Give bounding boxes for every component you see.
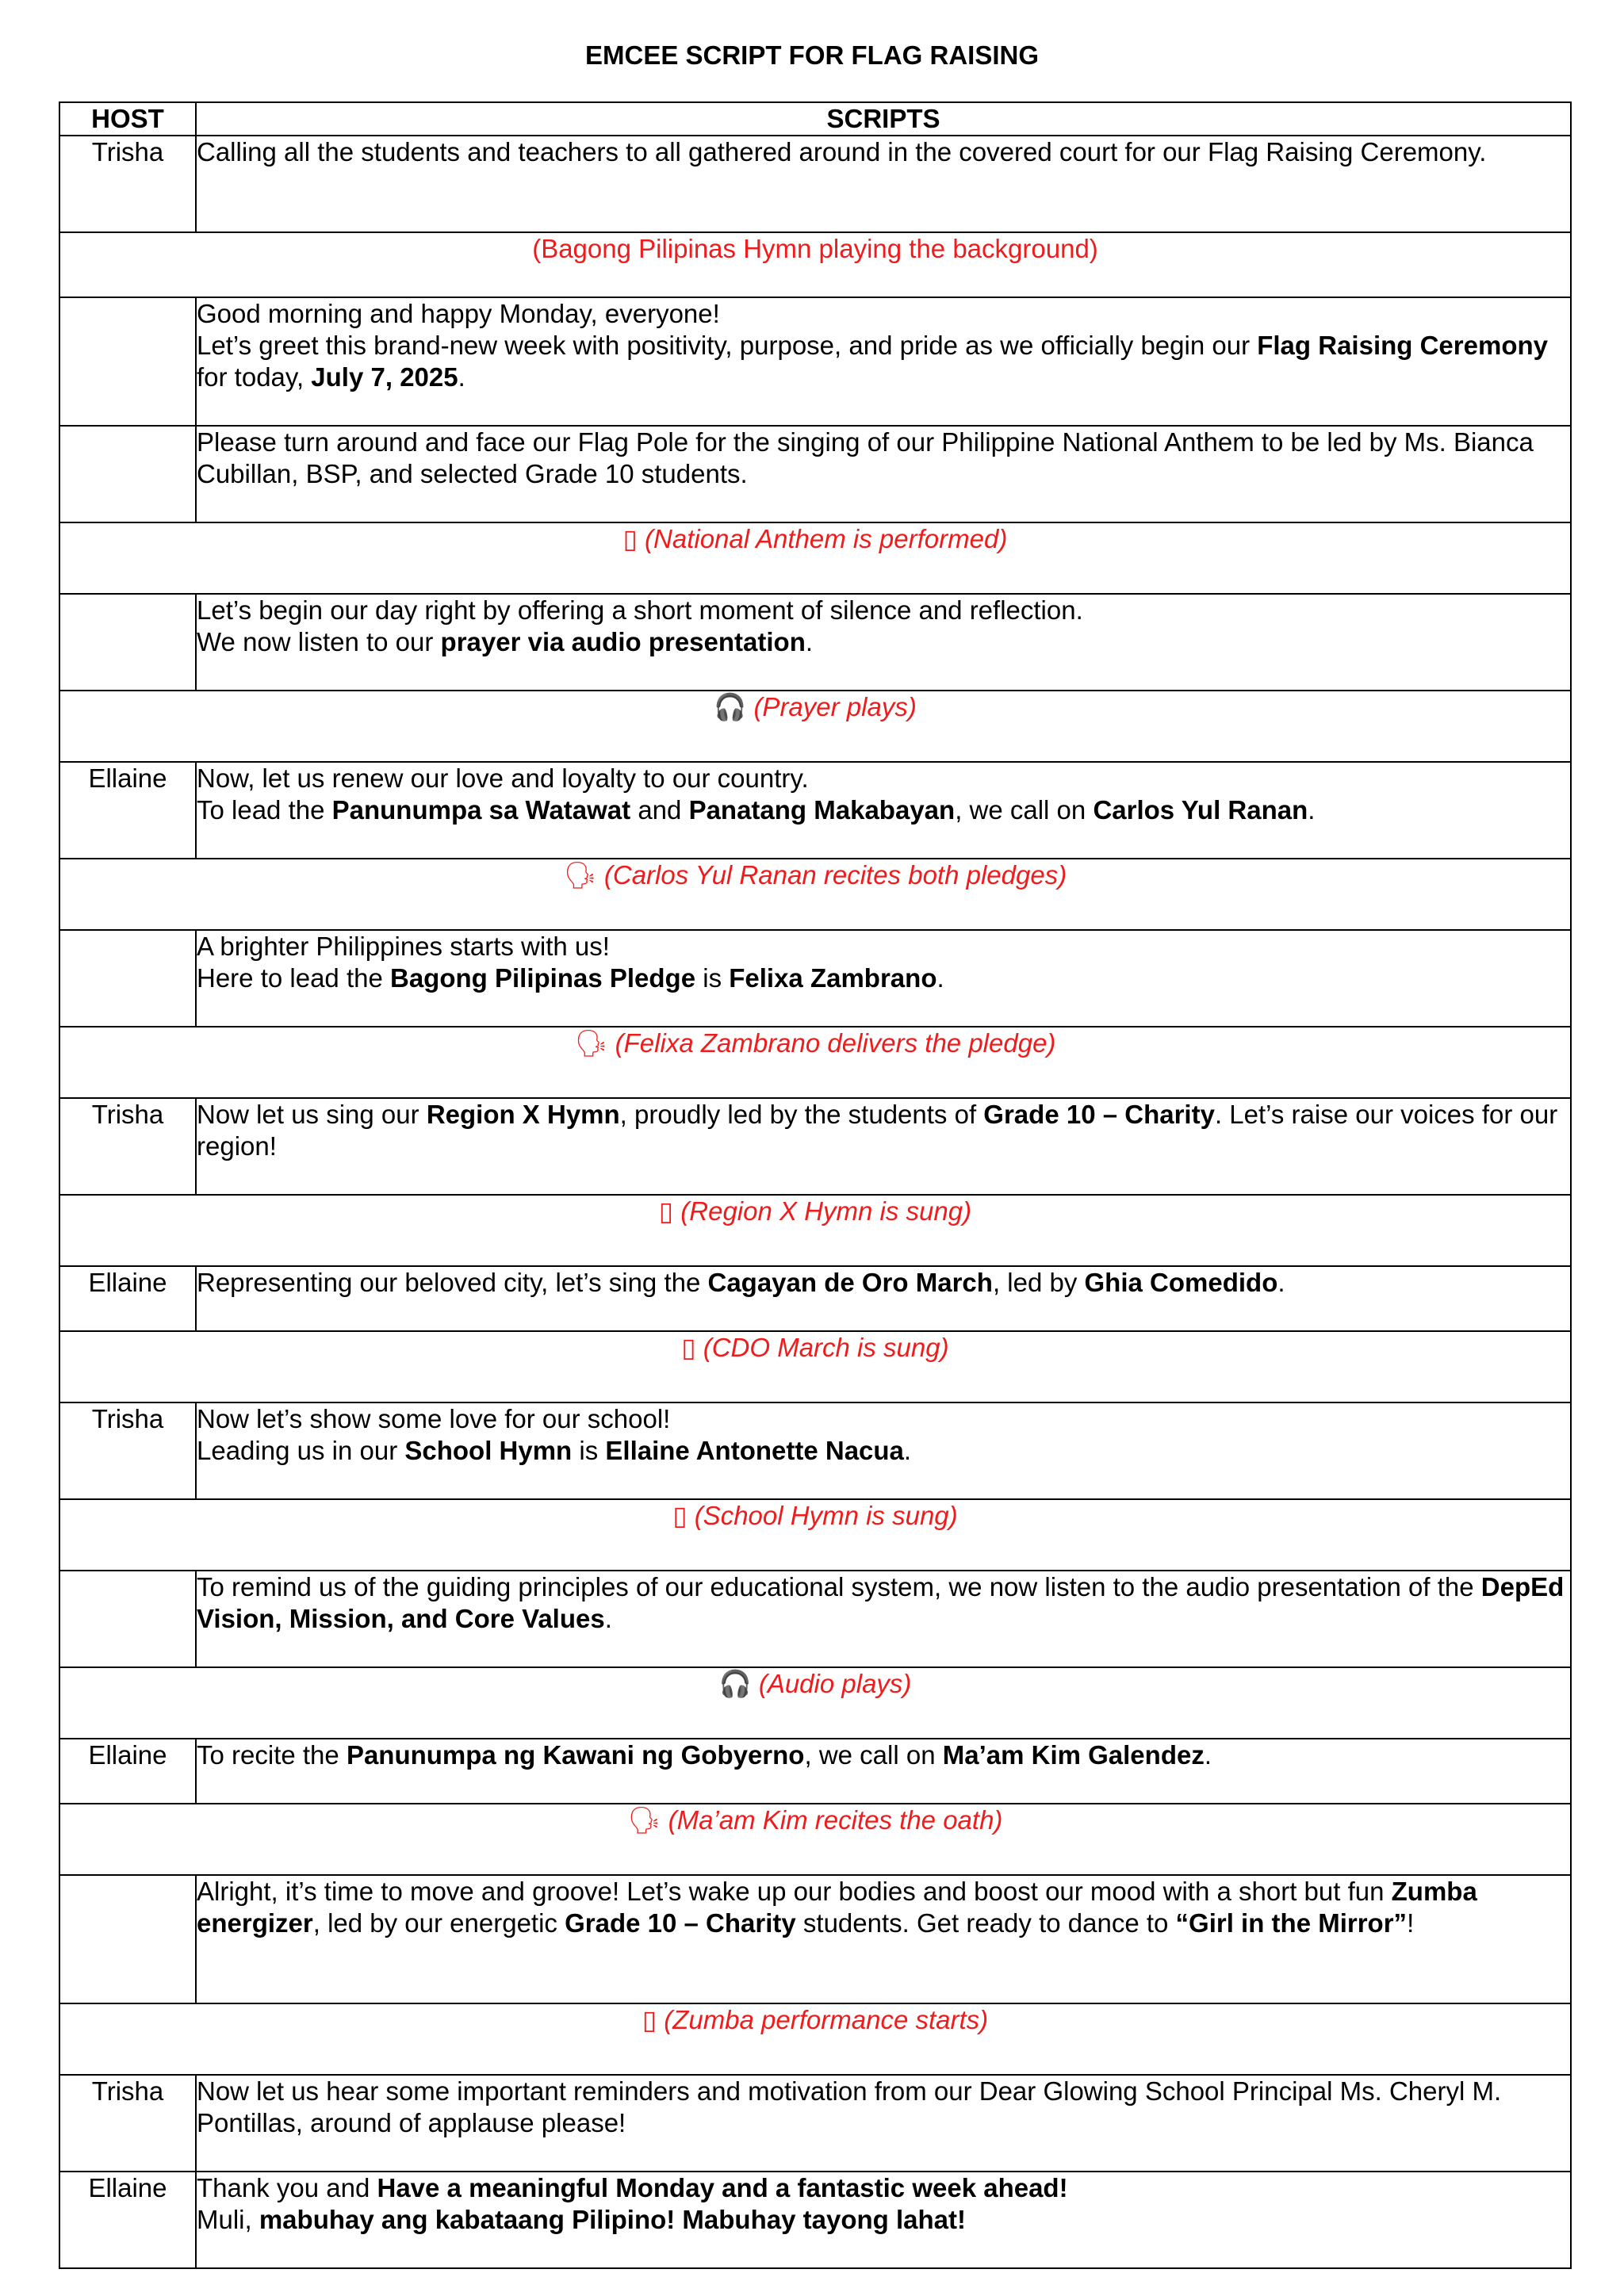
text-segment: , we call on bbox=[955, 795, 1094, 825]
headphones-icon: 🎧 bbox=[714, 692, 747, 721]
text-segment: , we call on bbox=[804, 1740, 943, 1770]
cue-cell bbox=[59, 2003, 1571, 2075]
host-column-header: HOST bbox=[59, 102, 196, 136]
bold-segment: Felixa Zambrano bbox=[729, 963, 937, 993]
text-segment: Now, let us renew our love and loyalty to our country. bbox=[197, 763, 809, 793]
host-name: Ellaine bbox=[59, 1266, 196, 1331]
host-name: Trisha bbox=[59, 136, 196, 232]
cue-row bbox=[59, 522, 1571, 594]
speaking-head-icon: 🗣 bbox=[563, 860, 597, 890]
script-text bbox=[196, 2172, 1571, 2268]
host-name bbox=[59, 1875, 196, 2003]
text-segment: ! bbox=[1407, 1908, 1415, 1938]
missing-glyph-icon: ▯ bbox=[681, 1333, 696, 1362]
text-segment: We now listen to our bbox=[197, 627, 441, 656]
cue-text: (Bagong Pilipinas Hymn playing the background) bbox=[532, 234, 1098, 263]
bold-segment: Zumba energizer bbox=[197, 1877, 1477, 1938]
cue-row bbox=[59, 1667, 1571, 1739]
host-name: Ellaine bbox=[59, 2172, 196, 2268]
cue-row bbox=[59, 1804, 1571, 1875]
cue-text: (National Anthem is performed) bbox=[645, 524, 1008, 553]
host-name bbox=[59, 930, 196, 1027]
host-name bbox=[59, 1571, 196, 1667]
table-header-row bbox=[59, 102, 1571, 136]
script-line bbox=[197, 2204, 1570, 2236]
text-segment: . Let’s raise our voices for our region! bbox=[197, 1100, 1558, 1161]
document-title: EMCEE SCRIPT FOR FLAG RAISING bbox=[584, 40, 1040, 70]
cue-cell bbox=[59, 1804, 1571, 1875]
script-row bbox=[59, 1266, 1571, 1331]
text-segment: Please turn around and face our Flag Pole for the singing of our Philippine National Anthem to be led by Ms. Bianca Cubillan, BSP, and selected Grade 10 students. bbox=[197, 427, 1534, 488]
script-text bbox=[196, 1098, 1571, 1195]
text-segment: Let’s greet this brand-new week with positivity, purpose, and pride as we officially begin our bbox=[197, 331, 1258, 360]
cue-text: (Prayer plays) bbox=[753, 692, 917, 721]
script-line bbox=[197, 962, 1570, 994]
text-segment: Leading us in our bbox=[197, 1436, 405, 1465]
text-segment: . bbox=[604, 1604, 612, 1633]
script-line bbox=[197, 136, 1570, 168]
script-text bbox=[196, 297, 1571, 426]
host-name: Trisha bbox=[59, 2075, 196, 2172]
cue-row bbox=[59, 232, 1571, 297]
cue-row bbox=[59, 691, 1571, 762]
script-text bbox=[196, 930, 1571, 1027]
text-segment: . bbox=[1308, 795, 1316, 825]
cue-cell bbox=[59, 691, 1571, 762]
text-segment: Now let’s show some love for our school! bbox=[197, 1404, 671, 1433]
script-line bbox=[197, 1739, 1570, 1771]
script-text bbox=[196, 762, 1571, 859]
text-segment: A brighter Philippines starts with us! bbox=[197, 932, 610, 961]
script-row bbox=[59, 2075, 1571, 2172]
text-segment: for today, bbox=[197, 362, 312, 392]
script-row bbox=[59, 594, 1571, 691]
script-row bbox=[59, 297, 1571, 426]
script-line bbox=[197, 1267, 1570, 1299]
script-line bbox=[197, 1571, 1570, 1635]
cue-cell bbox=[59, 1195, 1571, 1266]
script-row bbox=[59, 1402, 1571, 1499]
headphones-icon: 🎧 bbox=[718, 1669, 752, 1698]
text-segment: Let’s begin our day right by offering a short moment of silence and reflection. bbox=[197, 595, 1083, 625]
text-segment: Now let us sing our bbox=[197, 1100, 427, 1129]
text-segment: . bbox=[805, 627, 814, 656]
missing-glyph-icon: ▯ bbox=[658, 1196, 674, 1226]
bold-segment: Bagong Pilipinas Pledge bbox=[390, 963, 696, 993]
missing-glyph-icon: ▯ bbox=[622, 524, 638, 553]
script-text bbox=[196, 1402, 1571, 1499]
cue-cell bbox=[59, 232, 1571, 297]
script-row bbox=[59, 426, 1571, 522]
text-segment: , led by our energetic bbox=[312, 1908, 565, 1938]
text-segment: . bbox=[1277, 1268, 1285, 1297]
bold-segment: Ellaine Antonette Nacua bbox=[605, 1436, 904, 1465]
bold-segment: Carlos Yul Ranan bbox=[1093, 795, 1308, 825]
cue-row bbox=[59, 1195, 1571, 1266]
script-text bbox=[196, 1875, 1571, 2003]
missing-glyph-icon: ▯ bbox=[672, 1501, 688, 1530]
text-segment: To remind us of the guiding principles of our educational system, we now listen to the audio presentation of the bbox=[197, 1572, 1481, 1601]
bold-segment: mabuhay ang kabataang Pilipino! Mabuhay tayong lahat! bbox=[259, 2205, 966, 2234]
script-line bbox=[197, 298, 1570, 330]
script-line bbox=[197, 427, 1570, 490]
host-name: Trisha bbox=[59, 1098, 196, 1195]
script-row bbox=[59, 1739, 1571, 1804]
script-row bbox=[59, 762, 1571, 859]
bold-segment: School Hymn bbox=[404, 1436, 573, 1465]
speaking-head-icon: 🗣 bbox=[627, 1805, 661, 1835]
text-segment: is bbox=[572, 1436, 606, 1465]
cue-row bbox=[59, 1331, 1571, 1402]
cue-cell bbox=[59, 1667, 1571, 1739]
cue-text: (Zumba performance starts) bbox=[664, 2005, 989, 2034]
cue-text: (Carlos Yul Ranan recites both pledges) bbox=[603, 860, 1067, 890]
script-line bbox=[197, 1099, 1570, 1162]
script-line bbox=[197, 330, 1570, 393]
text-segment: Good morning and happy Monday, everyone! bbox=[197, 299, 720, 328]
script-row bbox=[59, 1875, 1571, 2003]
bold-segment: Ghia Comedido bbox=[1084, 1268, 1278, 1297]
cue-cell bbox=[59, 1331, 1571, 1402]
cue-text: (Felixa Zambrano delivers the pledge) bbox=[615, 1028, 1056, 1058]
text-segment: and bbox=[630, 795, 689, 825]
host-name: Ellaine bbox=[59, 1739, 196, 1804]
bold-segment: “Girl in the Mirror” bbox=[1175, 1908, 1408, 1938]
script-line bbox=[197, 2172, 1570, 2204]
bold-segment: Grade 10 – Charity bbox=[565, 1908, 796, 1938]
script-line bbox=[197, 1876, 1570, 1939]
bold-segment: Have a meaningful Monday and a fantastic week ahead! bbox=[377, 2173, 1068, 2202]
script-text bbox=[196, 594, 1571, 691]
script-line bbox=[197, 2076, 1570, 2139]
script-line bbox=[197, 763, 1570, 794]
script-text bbox=[196, 426, 1571, 522]
host-name: Ellaine bbox=[59, 762, 196, 859]
cue-row bbox=[59, 859, 1571, 930]
bold-segment: Flag Raising Ceremony bbox=[1257, 331, 1548, 360]
host-name: Trisha bbox=[59, 1402, 196, 1499]
script-body bbox=[59, 136, 1571, 2268]
script-line bbox=[197, 931, 1570, 962]
script-row bbox=[59, 1098, 1571, 1195]
cue-cell bbox=[59, 1499, 1571, 1571]
cue-row bbox=[59, 1499, 1571, 1571]
script-text bbox=[196, 1266, 1571, 1331]
script-line bbox=[197, 794, 1570, 826]
cue-text: (CDO March is sung) bbox=[703, 1333, 949, 1362]
text-segment: Here to lead the bbox=[197, 963, 390, 993]
cue-cell bbox=[59, 1027, 1571, 1098]
cue-cell bbox=[59, 522, 1571, 594]
bold-segment: prayer via audio presentation bbox=[440, 627, 806, 656]
host-name bbox=[59, 594, 196, 691]
script-row bbox=[59, 930, 1571, 1027]
script-table bbox=[59, 101, 1572, 2269]
script-text bbox=[196, 1571, 1571, 1667]
script-line bbox=[197, 595, 1570, 626]
text-segment: Representing our beloved city, let’s sing the bbox=[197, 1268, 708, 1297]
bold-segment: Grade 10 – Charity bbox=[983, 1100, 1215, 1129]
bold-segment: Region X Hymn bbox=[426, 1100, 620, 1129]
text-segment: Now let us hear some important reminders and motivation from our Dear Glowing School Principal Ms. Cheryl M. Pontillas, around of applause please! bbox=[197, 2076, 1502, 2137]
host-name bbox=[59, 297, 196, 426]
bold-segment: Panatang Makabayan bbox=[688, 795, 956, 825]
text-segment: is bbox=[695, 963, 730, 993]
cue-cell bbox=[59, 859, 1571, 930]
text-segment: Muli, bbox=[197, 2205, 259, 2234]
speaking-head-icon: 🗣 bbox=[574, 1028, 608, 1058]
script-text bbox=[196, 136, 1571, 232]
bold-segment: Ma’am Kim Galendez bbox=[942, 1740, 1205, 1770]
cue-row bbox=[59, 2003, 1571, 2075]
text-segment: . bbox=[903, 1436, 912, 1465]
cue-text: (Audio plays) bbox=[758, 1669, 912, 1698]
cue-row bbox=[59, 1027, 1571, 1098]
cue-text: (Ma’am Kim recites the oath) bbox=[668, 1805, 1003, 1835]
bold-segment: DepEd Vision, Mission, and Core Values bbox=[197, 1572, 1565, 1633]
scripts-column-header: SCRIPTS bbox=[196, 102, 1571, 136]
host-name bbox=[59, 426, 196, 522]
script-text bbox=[196, 2075, 1571, 2172]
cue-text: (School Hymn is sung) bbox=[694, 1501, 958, 1530]
text-segment: To recite the bbox=[197, 1740, 347, 1770]
script-text bbox=[196, 1739, 1571, 1804]
text-segment: students. Get ready to dance to bbox=[795, 1908, 1176, 1938]
text-segment: , proudly led by the students of bbox=[619, 1100, 984, 1129]
text-segment: To lead the bbox=[197, 795, 332, 825]
missing-glyph-icon: ▯ bbox=[642, 2005, 657, 2034]
text-segment: Calling all the students and teachers to all gathered around in the covered court for our Flag Raising Ceremony. bbox=[197, 137, 1487, 166]
script-row bbox=[59, 2172, 1571, 2268]
text-segment: Alright, it’s time to move and groove! Let’s wake up our bodies and boost our mood with a short but fun bbox=[197, 1877, 1392, 1906]
text-segment: . bbox=[458, 362, 465, 392]
script-row bbox=[59, 1571, 1571, 1667]
bold-segment: Cagayan de Oro March bbox=[707, 1268, 993, 1297]
cue-text: (Region X Hymn is sung) bbox=[680, 1196, 972, 1226]
script-row bbox=[59, 136, 1571, 232]
script-line bbox=[197, 1435, 1570, 1467]
bold-segment: Panunumpa ng Kawani ng Gobyerno bbox=[346, 1740, 805, 1770]
text-segment: , led by bbox=[992, 1268, 1085, 1297]
script-line bbox=[197, 1403, 1570, 1435]
text-segment: . bbox=[936, 963, 944, 993]
script-line bbox=[197, 626, 1570, 658]
bold-segment: Panunumpa sa Watawat bbox=[331, 795, 631, 825]
text-segment: . bbox=[1204, 1740, 1212, 1770]
text-segment: Thank you and bbox=[197, 2173, 377, 2202]
bold-segment: July 7, 2025 bbox=[311, 362, 458, 392]
